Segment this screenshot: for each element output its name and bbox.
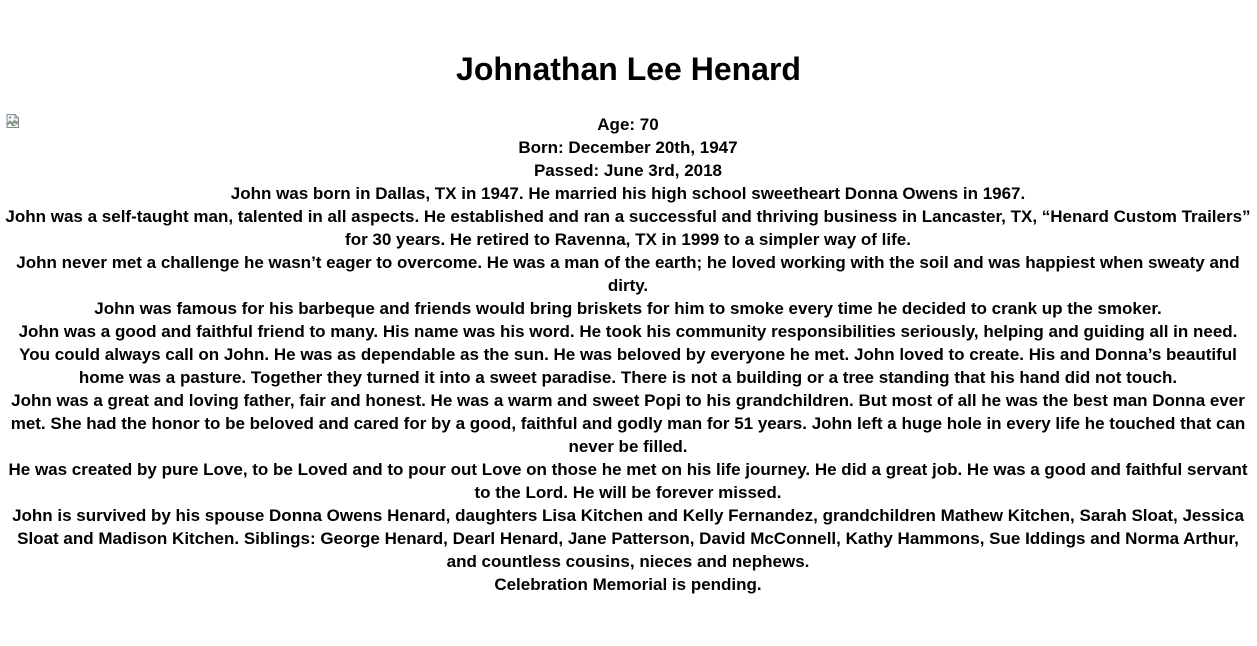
obituary-paragraph: John was a self-taught man, talented in all aspects. He established and ran a successful and thriving business in Lancaster, TX, “Henard Custom Trailers” for 30 years. He retired to Ravenna, TX in 1999 to a simpler way of life. <box>5 207 1251 249</box>
obituary-body <box>5 113 1251 596</box>
page-title: Johnathan Lee Henard <box>456 51 801 87</box>
obituary-paragraph: John was a great and loving father, fair and honest. He was a warm and sweet Popi to his grandchildren. But most of all he was the best man Donna ever met. She had the honor to be beloved and cared for by a good, faithful and godly man for 51 years. John left a huge hole in every life he touched that can never be filled. <box>10 391 1246 456</box>
obituary-paragraph: John never met a challenge he wasn’t eager to overcome. He was a man of the earth; he loved working with the soil and was happiest when sweaty and dirty. <box>16 253 1240 295</box>
passed-line: Passed: June 3rd, 2018 <box>533 161 723 180</box>
obituary-paragraph: John was a good and faithful friend to many. His name was his word. He took his community responsibilities seriously, helping and guiding all in need. You could always call on John. He was as dependable as the sun. He was beloved by everyone he met. John loved to create. His and Donna’s beautiful home was a pasture. Together they turned it into a sweet paradise. There is not a building or a tree standing that his hand did not touch. <box>18 322 1238 387</box>
obituary-paragraph: John is survived by his spouse Donna Owens Henard, daughters Lisa Kitchen and Kelly Fernandez, grandchildren Mathew Kitchen, Sarah Sloat, Jessica Sloat and Madison Kitchen. Siblings: George Henard, Dearl Henard, Jane Patterson, David McConnell, Kathy Hammons, Sue Iddings and Norma Arthur, and countless cousins, nieces and nephews. <box>12 506 1244 571</box>
obituary-paragraph: He was created by pure Love, to be Loved and to pour out Love on those he met on his life journey. He did a great job. He was a good and faithful servant to the Lord. He will be forever missed. <box>8 460 1248 502</box>
age-line: Age: 70 <box>597 115 659 134</box>
born-line: Born: December 20th, 1947 <box>518 138 738 157</box>
obituary-paragraph: John was born in Dallas, TX in 1947. He married his high school sweetheart Donna Owens in 1967. <box>230 184 1026 203</box>
memorial-note: Celebration Memorial is pending. <box>494 575 762 594</box>
obituary-paragraph: John was famous for his barbeque and friends would bring briskets for him to smoke every time he decided to crank up the smoker. <box>94 299 1162 318</box>
